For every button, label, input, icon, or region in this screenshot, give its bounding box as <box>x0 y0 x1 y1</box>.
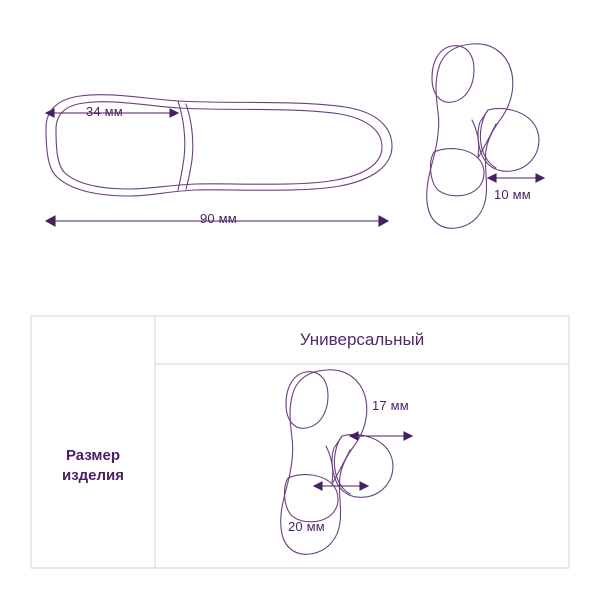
dimension-label-90mm: 90 мм <box>200 211 237 226</box>
dimension-label-10mm: 10 мм <box>494 187 531 202</box>
table-row-label-line1: Размер <box>65 446 121 464</box>
table-header-universal: Универсальный <box>299 330 425 349</box>
dimension-10mm <box>488 174 544 182</box>
dimension-label-17mm: 17 мм <box>372 398 409 413</box>
table-row-label-line2: изделия <box>61 467 125 484</box>
dimension-label-20mm: 20 мм <box>288 519 325 534</box>
table-row-label-size <box>31 364 155 568</box>
dimension-label-34mm: 34 мм <box>86 104 123 119</box>
